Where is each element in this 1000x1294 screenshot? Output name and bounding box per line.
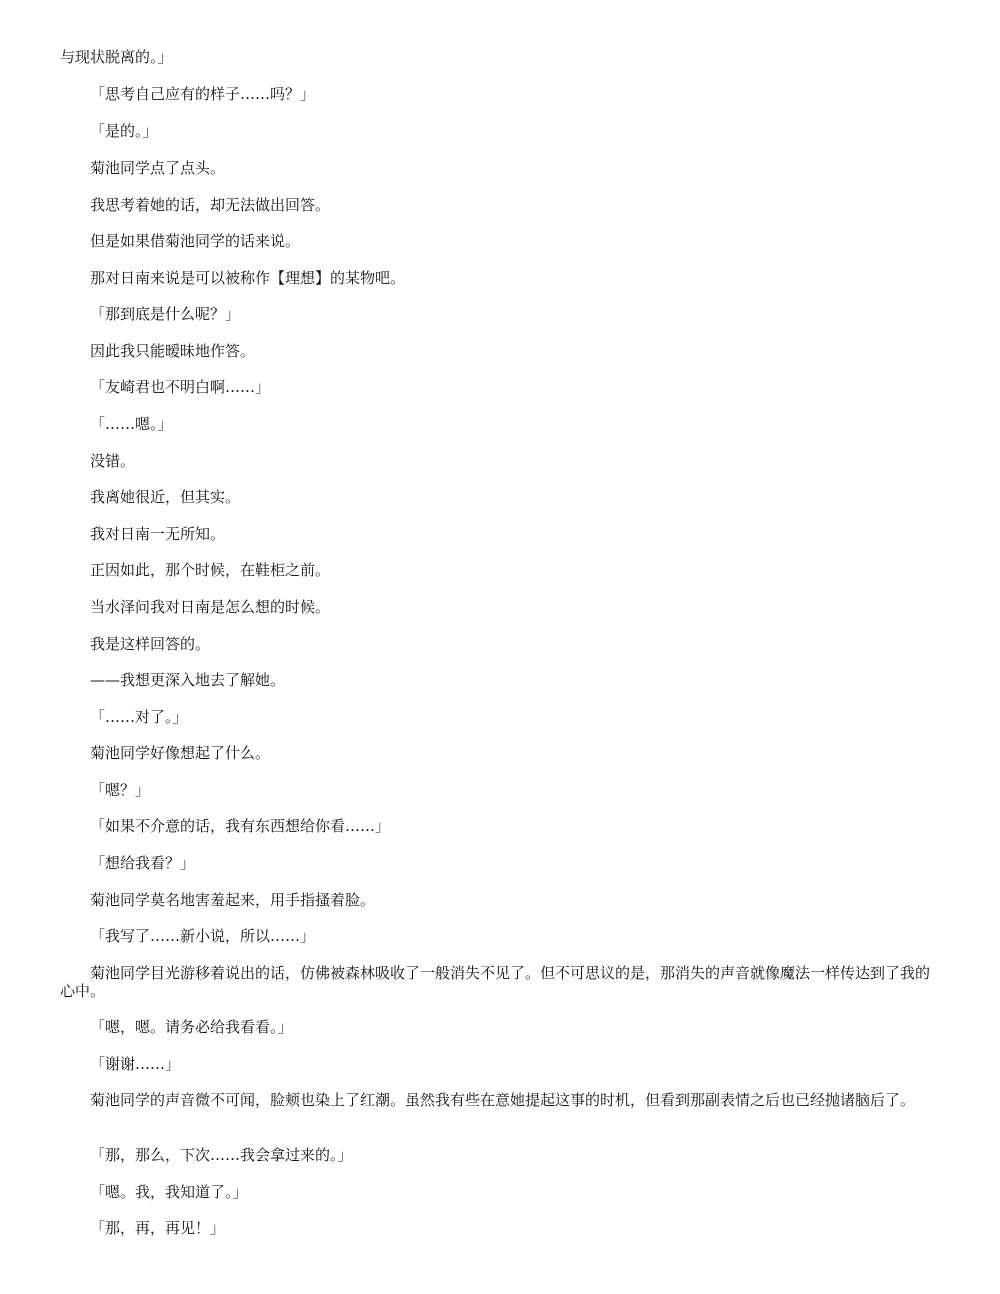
paragraph: 菊池同学点了点头。 <box>90 159 226 177</box>
paragraph: 「……对了。」 <box>90 708 188 726</box>
paragraph: 「想给我看？」 <box>90 854 196 872</box>
paragraph: 我思考着她的话，却无法做出回答。 <box>90 196 331 214</box>
paragraph: 「我写了……新小说，所以……」 <box>90 927 316 945</box>
paragraph: 当水泽问我对日南是怎么想的时候。 <box>90 598 331 616</box>
paragraph: 「那，再，再见！」 <box>90 1219 226 1237</box>
paragraph: 「……嗯。」 <box>90 415 173 433</box>
paragraph: 菊池同学好像想起了什么。 <box>90 744 271 762</box>
paragraph: 我是这样回答的。 <box>90 635 211 653</box>
paragraph: 菊池同学目光游移着说出的话，仿佛被森林吸收了一般消失不见了。但不可思议的是，那消失的声音就像魔法一样传达到了我的心中。 <box>60 964 931 1000</box>
paragraph: 「思考自己应有的样子……吗？」 <box>90 85 316 103</box>
paragraph: 那对日南来说是可以被称作【理想】的某物吧。 <box>90 269 406 287</box>
paragraph: 正因如此，那个时候，在鞋柜之前。 <box>90 561 331 579</box>
paragraph: 与现状脱离的。」 <box>60 48 173 66</box>
paragraph: 菊池同学莫名地害羞起来，用手指搔着脸。 <box>90 891 376 909</box>
paragraph: 因此我只能暧昧地作答。 <box>90 342 256 360</box>
paragraph: 「如果不介意的话，我有东西想给你看……」 <box>90 817 391 835</box>
paragraph: 我离她很近，但其实。 <box>90 488 241 506</box>
paragraph: 「嗯，嗯。请务必给我看看。」 <box>90 1018 293 1036</box>
paragraph: 「嗯。我，我知道了。」 <box>90 1183 248 1201</box>
paragraph: 「那到底是什么呢？」 <box>90 305 241 323</box>
paragraph: 我对日南一无所知。 <box>90 525 226 543</box>
paragraph: 「嗯？」 <box>90 781 151 799</box>
paragraph: 「友崎君也不明白啊……」 <box>90 378 271 396</box>
paragraph: 「是的。」 <box>90 122 158 140</box>
paragraph: 「那，那么，下次……我会拿过来的。」 <box>90 1146 353 1164</box>
paragraph: 但是如果借菊池同学的话来说。 <box>90 232 301 250</box>
paragraph: ——我想更深入地去了解她。 <box>90 671 286 689</box>
paragraph: 没错。 <box>90 452 136 470</box>
paragraph: 「谢谢……」 <box>90 1055 181 1073</box>
paragraph: 菊池同学的声音微不可闻，脸颊也染上了红潮。虽然我有些在意她提起这事的时机，但看到那副表情之后也已经抛诸脑后了。 <box>90 1091 916 1109</box>
